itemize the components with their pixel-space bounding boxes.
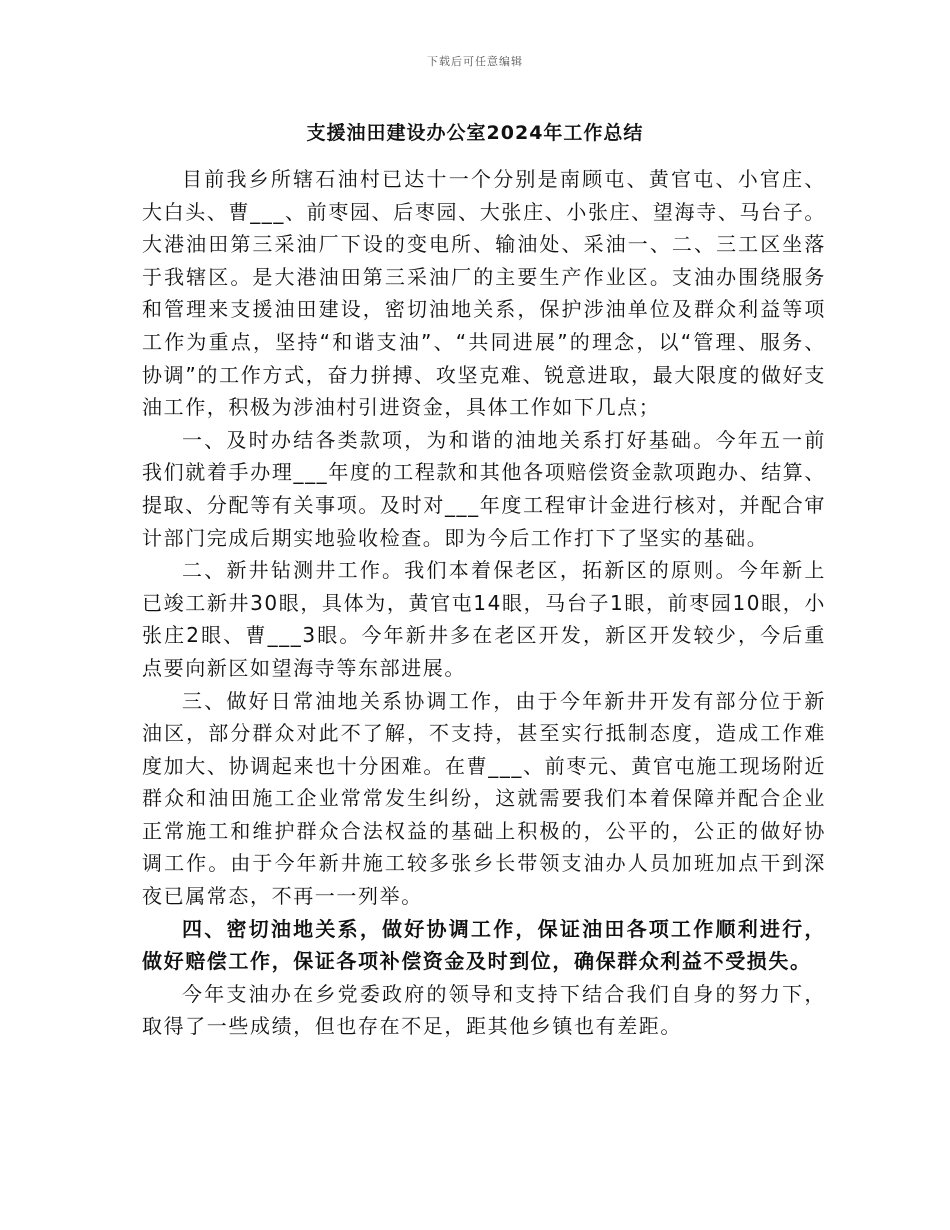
paragraph-conclusion: 今年支油办在乡党委政府的领导和支持下结合我们自身的努力下，取得了一些成绩，但也存在不足，距其他乡镇也有差距。 [142,981,826,1039]
paragraph-intro: 目前我乡所辖石油村已达十一个分别是南顾屯、黄官屯、小官庄、大白头、曹___、前枣园、后枣园、大张庄、小张庄、望海寺、马台子。大港油田第三采油厂下设的变电所、输油处、采油一、二、三工区坐落于我辖区。是大港油田第三采油厂的主要生产作业区。支油办围绕服务和管理来支援油田建设，密切油地关系，保护涉油单位及群众利益等项工作为重点，坚持“和谐支油”、“共同进展”的理念，以“管理、服务、协调”的工作方式，奋力拼搏、攻坚克难、锐意进取，最大限度的做好支油工作，积极为涉油村引进资金，具体工作如下几点； [142,167,826,420]
paragraph-section-3: 三、做好日常油地关系协调工作，由于今年新井开发有部分位于新油区，部分群众对此不了解，不支持，甚至实行抵制态度，造成工作难度加大、协调起来也十分困难。在曹___、前枣元、黄官屯施工现场附近群众和油田施工企业常常发生纠纷，这就需要我们本着保障并配合企业正常施工和维护群众合法权益的基础上积极的，公平的，公正的做好协调工作。由于今年新井施工较多张乡长带领支油办人员加班加点干到深夜已属常态，不再一一列举。 [142,688,826,909]
paragraph-section-1: 一、及时办结各类款项，为和谐的油地关系打好基础。今年五一前我们就着手办理___年度的工程款和其他各项赔偿资金款项跑办、结算、提取、分配等有关事项。及时对___年度工程审计金进行核对，并配合审计部门完成后期实地验收检查。即为今后工作打下了坚实的基础。 [142,427,826,550]
paragraph-section-2: 二、新井钻测井工作。我们本着保老区，拓新区的原则。今年新上已竣工新井30眼，具体为，黄官屯14眼，马台子1眼，前枣园10眼，小张庄2眼、曹___3眼。今年新井多在老区开发，新区开发较少，今后重点要向新区如望海寺等东部进展。 [142,558,826,680]
document-body [142,163,826,1043]
document-title: 支援油田建设办公室2024年工作总结 [306,122,644,144]
header-note: 下载后可任意编辑 [427,55,523,68]
paragraph-section-4: 四、密切油地关系，做好协调工作，保证油田各项工作顺利进行，做好赔偿工作，保证各项补偿资金及时到位，确保群众利益不受损失。 [142,916,826,974]
